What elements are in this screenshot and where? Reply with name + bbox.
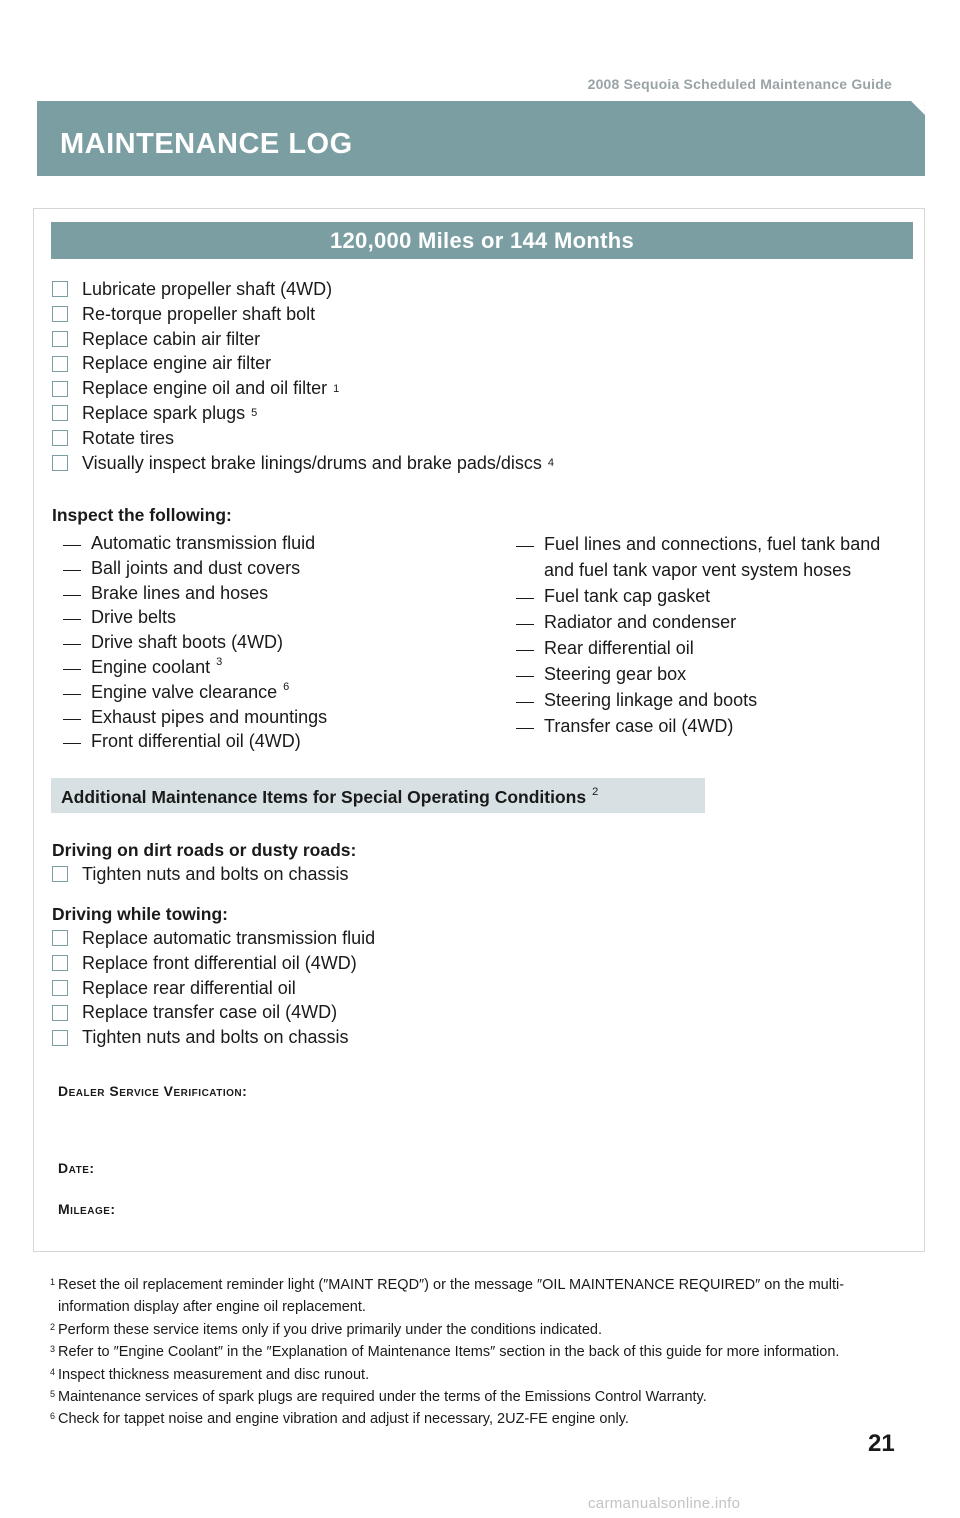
- inspect-item: Transfer case oil (4WD): [516, 713, 926, 739]
- inspect-heading: Inspect the following:: [52, 505, 232, 525]
- check-blank[interactable]: [516, 598, 534, 599]
- checkbox[interactable]: [52, 306, 68, 322]
- footnote: 3 Refer to ″Engine Coolant″ in the ″Explanation of Maintenance Items″ section in the back of this guide for more information.: [50, 1344, 840, 1361]
- dirt-roads-checklist: [52, 862, 349, 887]
- checklist-item-label: Visually inspect brake linings/drums and brake pads/discs: [82, 452, 542, 473]
- inspect-item: Fuel tank cap gasket: [516, 583, 926, 609]
- checkbox[interactable]: [52, 331, 68, 347]
- interval-heading: 120,000 Miles or 144 Months: [51, 222, 913, 259]
- checklist-item: [52, 951, 375, 976]
- checklist-item: [52, 926, 375, 951]
- checklist-item: [52, 862, 349, 887]
- special-conditions-heading: Additional Maintenance Items for Special Operating Conditions $^2$: [51, 778, 705, 813]
- check-blank[interactable]: [516, 728, 534, 729]
- checklist-item-label: Tighten nuts and bolts on chassis: [82, 1027, 349, 1048]
- checklist-item: [52, 1000, 375, 1025]
- checklist-item: Replace spark plugs 5: [52, 401, 554, 426]
- checklist-item-label: Replace front differential oil (4WD): [82, 952, 357, 973]
- footnote: 5 Maintenance services of spark plugs are required under the terms of the Emissions Control Warranty.: [50, 1389, 707, 1406]
- dirt-roads-heading: Driving on dirt roads or dusty roads:: [52, 840, 357, 860]
- checkbox[interactable]: [52, 980, 68, 996]
- checklist-item: [52, 327, 554, 352]
- guide-title: 2008 Sequoia Scheduled Maintenance Guide: [587, 76, 892, 92]
- footnotes: [50, 1274, 880, 1431]
- check-blank[interactable]: [63, 719, 81, 720]
- check-blank[interactable]: [516, 676, 534, 677]
- check-blank[interactable]: [63, 570, 81, 571]
- footnote-ref: 3: [216, 655, 223, 668]
- checklist-item-label: Replace spark plugs: [82, 402, 246, 423]
- checklist-item-label: Replace rear differential oil: [82, 977, 296, 998]
- inspect-item: Brake lines and hoses: [63, 581, 333, 606]
- service-checklist: [52, 277, 554, 475]
- checklist-item: [52, 351, 554, 376]
- footnote: 2 Perform these service items only if you drive primarily under the conditions indicated.: [50, 1321, 602, 1338]
- check-blank[interactable]: [63, 644, 81, 645]
- checklist-item-label: Replace cabin air filter: [82, 328, 261, 349]
- checklist-item: Replace engine oil and oil filter 1: [52, 376, 554, 401]
- section-title: MAINTENANCE LOG: [60, 128, 353, 160]
- inspect-item: Steering gear box: [516, 661, 926, 687]
- checklist-item-label: Replace engine air filter: [82, 353, 272, 374]
- towing-checklist: [52, 926, 375, 1050]
- checklist-item: [52, 277, 554, 302]
- inspect-item: Engine valve clearance $^6$: [63, 680, 333, 705]
- mileage-label: Mileage:: [58, 1201, 116, 1217]
- check-blank[interactable]: [516, 546, 534, 547]
- towing-heading: Driving while towing:: [52, 904, 228, 924]
- dealer-verification-label: Dealer Service Verification:: [58, 1083, 248, 1099]
- checkbox[interactable]: [52, 930, 68, 946]
- checkbox[interactable]: [52, 1005, 68, 1021]
- footnote-ref: 2: [592, 786, 599, 798]
- inspect-item: Automatic transmission fluid: [63, 531, 333, 556]
- check-blank[interactable]: [63, 545, 81, 546]
- checklist-item: Visually inspect brake linings/drums and brake pads/discs 4: [52, 451, 554, 476]
- checklist-item-label: Replace transfer case oil (4WD): [82, 1002, 338, 1023]
- checklist-item: [52, 426, 554, 451]
- checkbox[interactable]: [52, 430, 68, 446]
- inspect-list-right: [516, 531, 926, 739]
- check-blank[interactable]: [516, 650, 534, 651]
- footnote: 6 Check for tappet noise and engine vibration and adjust if necessary, 2UZ-FE engine only.: [50, 1411, 629, 1428]
- checkbox[interactable]: [52, 866, 68, 882]
- footnote: 1 Reset the oil replacement reminder light (″MAINT REQD″) or the message ″OIL MAINTENANCE REQUIRED″ on the multi-information display after engine oil replacement.: [50, 1277, 845, 1316]
- checkbox[interactable]: [52, 405, 68, 421]
- inspect-item: Engine coolant $^3$: [63, 655, 333, 680]
- checklist-item-label: Tighten nuts and bolts on chassis: [82, 864, 349, 884]
- checklist-item-label: Replace automatic transmission fluid: [82, 928, 376, 948]
- inspect-item: Rear differential oil: [516, 635, 926, 661]
- inspect-item: Front differential oil (4WD): [63, 729, 333, 754]
- inspect-item: Ball joints and dust covers: [63, 556, 333, 581]
- inspect-item: Drive shaft boots (4WD): [63, 630, 333, 655]
- check-blank[interactable]: [516, 702, 534, 703]
- check-blank[interactable]: [63, 619, 81, 620]
- check-blank[interactable]: [63, 669, 81, 670]
- inspect-item: Exhaust pipes and mountings: [63, 705, 333, 730]
- inspect-item: Steering linkage and boots: [516, 687, 926, 713]
- page-number: 21: [868, 1430, 895, 1457]
- footnote: 4 Inspect thickness measurement and disc runout.: [50, 1366, 370, 1383]
- checklist-item-label: Lubricate propeller shaft (4WD): [82, 279, 333, 299]
- inspect-list-left: [63, 531, 333, 754]
- inspect-item: Radiator and condenser: [516, 609, 926, 635]
- check-blank[interactable]: [63, 694, 81, 695]
- check-blank[interactable]: [516, 624, 534, 625]
- checkbox[interactable]: [52, 455, 68, 471]
- checkbox[interactable]: [52, 281, 68, 297]
- checklist-item: [52, 976, 375, 1001]
- checkbox[interactable]: [52, 381, 68, 397]
- checkbox[interactable]: [52, 955, 68, 971]
- checkbox[interactable]: [52, 356, 68, 372]
- check-blank[interactable]: [63, 595, 81, 596]
- checklist-item: [52, 1025, 375, 1050]
- inspect-item: Fuel lines and connections, fuel tank band and fuel tank vapor vent system hoses: [516, 531, 926, 583]
- checkbox[interactable]: [52, 1030, 68, 1046]
- watermark: carmanualsonline.info: [588, 1495, 741, 1512]
- date-label: Date:: [58, 1160, 95, 1176]
- checklist-item-label: Rotate tires: [82, 427, 175, 448]
- checklist-item-label: Re-torque propeller shaft bolt: [82, 303, 316, 324]
- inspect-item: Drive belts: [63, 605, 333, 630]
- checklist-item-label: Replace engine oil and oil filter: [82, 378, 328, 399]
- check-blank[interactable]: [63, 743, 81, 744]
- checklist-item: [52, 302, 554, 327]
- footnote-ref: 6: [283, 680, 290, 693]
